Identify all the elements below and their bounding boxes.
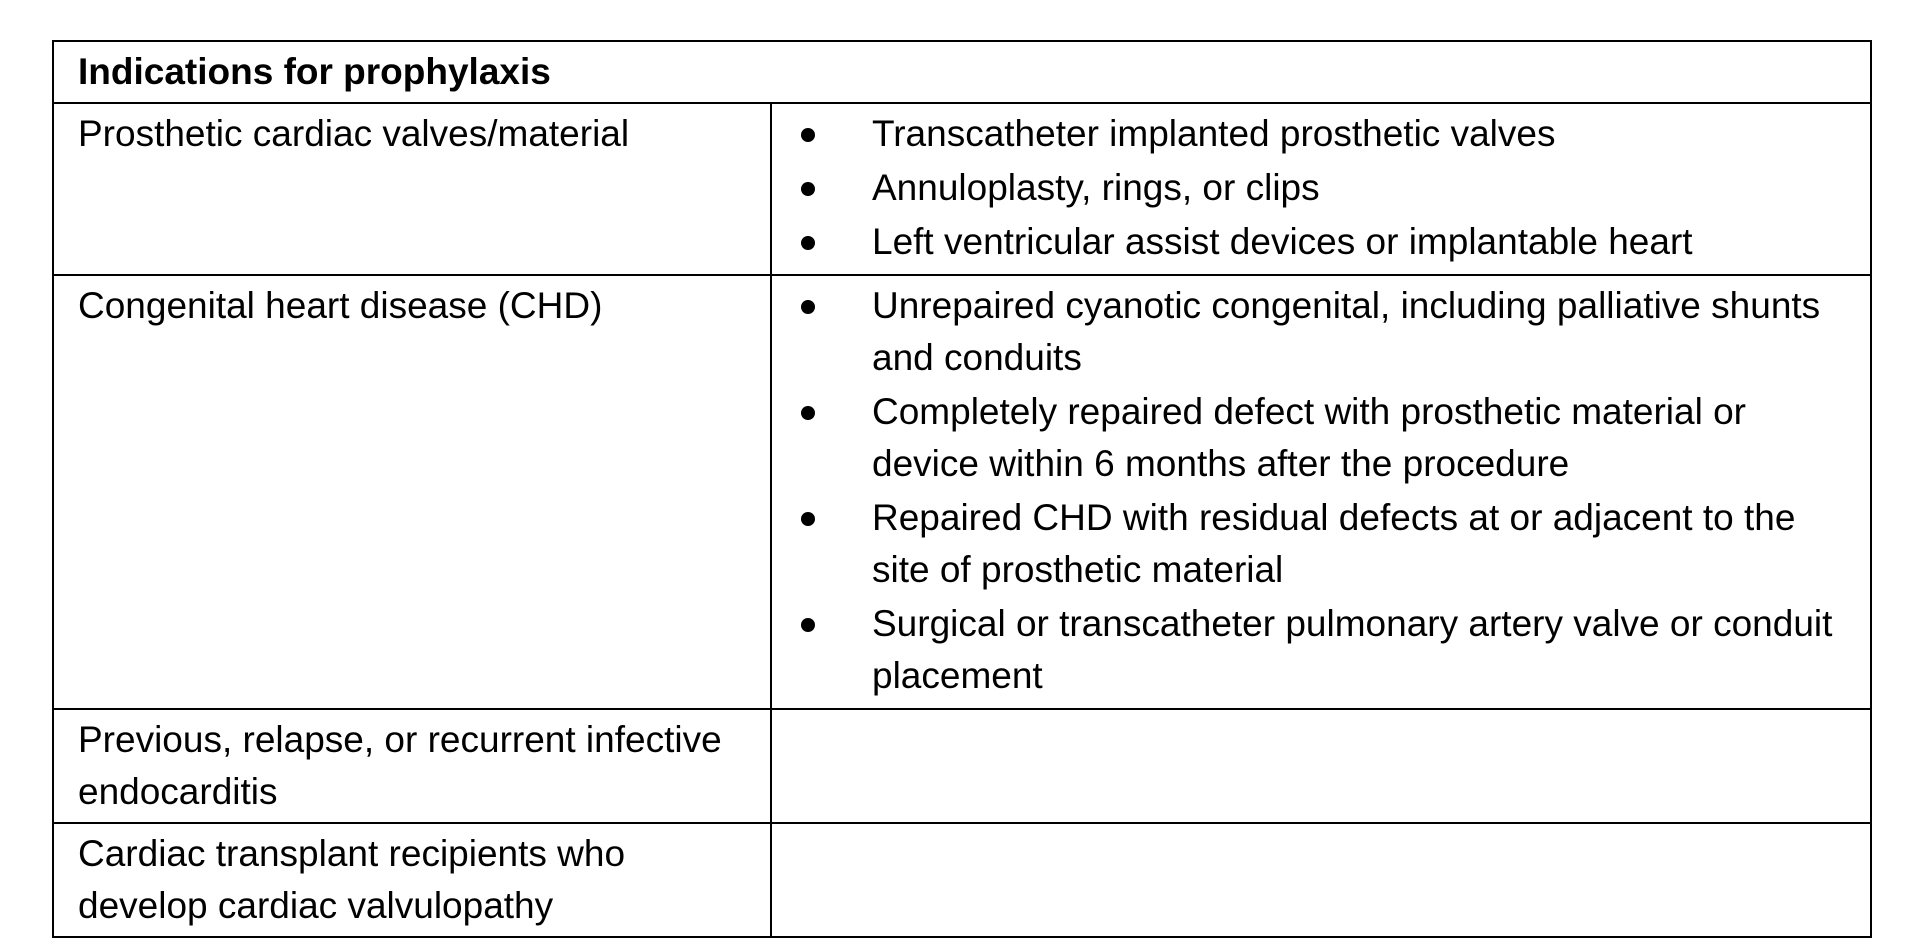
list-item (796, 386, 1846, 490)
table-row (53, 275, 1871, 709)
bullet-icon (801, 128, 815, 142)
prophylaxis-indications-table (52, 40, 1872, 938)
row-items-cell (771, 823, 1871, 937)
row-items-cell (771, 103, 1871, 275)
table-row (53, 823, 1871, 937)
list-item (796, 492, 1846, 596)
table-header: Indications for prophylaxis (53, 41, 1871, 103)
list-item-text: Transcatheter implanted prosthetic valves (872, 113, 1556, 154)
table-row (53, 709, 1871, 823)
row-items-cell (771, 275, 1871, 709)
list-item-text: Left ventricular assist devices or implantable heart (872, 221, 1693, 262)
row-category: Previous, relapse, or recurrent infective endocarditis (53, 709, 771, 823)
row-category: Prosthetic cardiac valves/material (53, 103, 771, 275)
list-item (796, 216, 1846, 268)
bullet-icon (801, 182, 815, 196)
row-items-cell (771, 709, 1871, 823)
list-item (796, 280, 1846, 384)
bullet-icon (801, 512, 815, 526)
bullet-icon (801, 618, 815, 632)
list-item-text: Completely repaired defect with prosthetic material or device within 6 months after the procedure (872, 391, 1746, 484)
list-item (796, 162, 1846, 214)
list-item (796, 598, 1846, 702)
table-header-row (53, 41, 1871, 103)
table-row (53, 103, 1871, 275)
bullet-list (796, 280, 1846, 702)
row-category: Congenital heart disease (CHD) (53, 275, 771, 709)
list-item-text: Annuloplasty, rings, or clips (872, 167, 1320, 208)
bullet-list (796, 108, 1846, 268)
list-item-text: Surgical or transcatheter pulmonary artery valve or conduit placement (872, 603, 1833, 696)
bullet-icon (801, 300, 815, 314)
bullet-icon (801, 236, 815, 250)
row-category: Cardiac transplant recipients who develop cardiac valvulopathy (53, 823, 771, 937)
list-item-text: Unrepaired cyanotic congenital, including palliative shunts and conduits (872, 285, 1821, 378)
bullet-icon (801, 406, 815, 420)
list-item (796, 108, 1846, 160)
list-item-text: Repaired CHD with residual defects at or adjacent to the site of prosthetic material (872, 497, 1796, 590)
